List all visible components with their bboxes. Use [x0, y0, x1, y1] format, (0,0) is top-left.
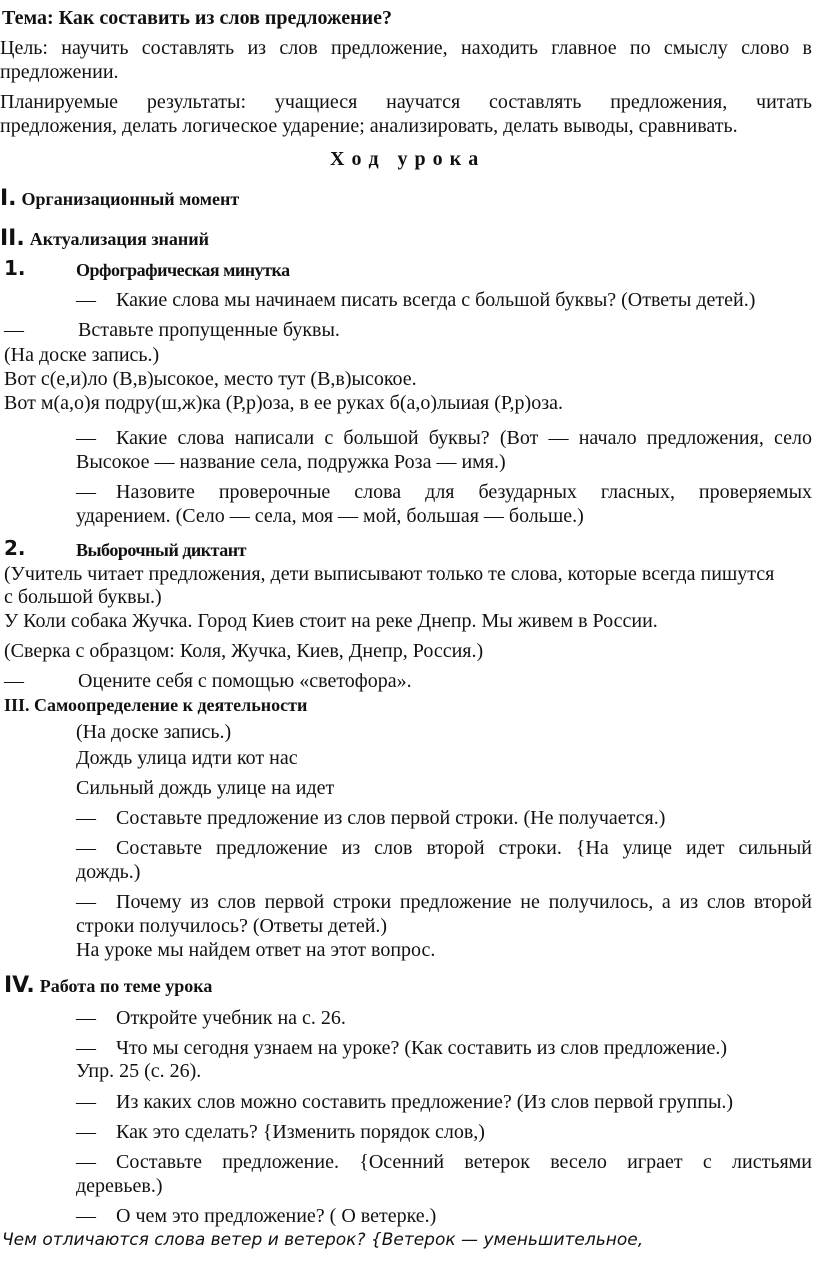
dictation-instruction-2: с большой буквы.)	[4, 586, 162, 608]
subsection-1-title: Орфографическая минутка	[76, 260, 290, 280]
section-3-closing: На уроке мы найдем ответ на этот вопрос.	[76, 939, 436, 961]
section-2-title: Актуализация знаний	[29, 229, 210, 249]
list-item: — Почему из слов первой строки предложение не получилось, а из слов второй	[76, 891, 812, 913]
results-line-1: Планируемые результаты: учащиеся научатся составлять предложения, читать	[0, 91, 812, 113]
list-item: — Как это сделать? {Изменить порядок слов,)	[76, 1121, 485, 1143]
section-1-title: Организационный момент	[21, 189, 240, 209]
goal-line-2: предложении.	[0, 61, 119, 83]
dash-marker: —	[4, 319, 24, 341]
list-item: — Что мы сегодня узнаем на уроке? (Как составить из слов предложение.)	[76, 1037, 728, 1059]
list-item: — О чем это предложение? ( О ветерке.)	[76, 1205, 437, 1227]
exercise-line-1: Вот с(е,и)ло (В,в)ысокое, место тут (В,в)ысокое.	[4, 368, 417, 390]
italic-question: Чем отличаются слова ветер и ветерок? {Ветерок — уменьшительное,	[2, 1230, 644, 1250]
dictation-check: (Сверка с образцом: Коля, Жучка, Киев, Днепр, Россия.)	[4, 640, 484, 662]
dash-marker: —	[76, 481, 96, 503]
dash-marker: —	[76, 1121, 96, 1143]
list-item-continuation: ударением. (Село — села, моя — мой, большая — больше.)	[76, 505, 584, 527]
dash-marker: —	[76, 427, 96, 449]
goal-line-1: Цель: научить составлять из слов предложение, находить главное по смыслу слово в	[0, 37, 812, 59]
list-item: — Какие слова мы начинаем писать всегда с большой буквы? (Ответы детей.)	[76, 289, 756, 311]
section-2-numeral: II.	[0, 226, 25, 251]
subsection-2-title: Выборочный диктант	[76, 540, 246, 560]
list-item: — Вставьте пропущенные буквы.	[4, 319, 340, 341]
section-1-heading	[0, 187, 239, 211]
list-item-continuation: строки получилось? (Ответы детей.)	[76, 915, 388, 937]
section-4-title: Работа по теме урока	[39, 976, 213, 996]
subsection-2-number: 2.	[4, 536, 26, 560]
list-item-continuation: дождь.)	[76, 861, 141, 883]
dash-marker: —	[76, 807, 96, 829]
board-note: (На доске запись.)	[76, 721, 232, 743]
word-row-1: Дождь улица идти кот нас	[76, 747, 298, 769]
dash-marker: —	[76, 1205, 96, 1227]
list-item: — Откройте учебник на с. 26.	[76, 1007, 346, 1029]
dash-marker: —	[76, 1151, 96, 1173]
section-4-heading	[4, 974, 212, 998]
list-item: — Составьте предложение. {Осенний ветерок весело играет с листьями	[76, 1151, 812, 1173]
dash-marker: —	[76, 1037, 96, 1059]
dash-marker: —	[76, 837, 96, 859]
list-item: — Оцените себя с помощью «светофора».	[4, 670, 412, 692]
exercise-line-2: Вот м(а,о)я подру(ш,ж)ка (Р,р)оза, в ее руках б(а,о)лыиая (Р,р)оза.	[4, 392, 563, 414]
list-item: — Составьте предложение из слов второй строки. {На улице идет сильный	[76, 837, 812, 859]
list-item-continuation: Высокое — название села, подружка Роза — имя.)	[76, 451, 506, 473]
dash-marker: —	[4, 670, 24, 692]
list-item-continuation: деревьев.)	[76, 1175, 163, 1197]
results-line-2: предложения, делать логическое ударение; анализировать, делать выводы, сравнивать.	[0, 115, 738, 137]
dash-marker: —	[76, 891, 96, 913]
section-2-heading	[0, 227, 209, 251]
list-item: — Из каких слов можно составить предложение? (Из слов первой группы.)	[76, 1091, 734, 1113]
dictation-sentences: У Коли собака Жучка. Город Киев стоит на реке Днепр. Мы живем в России.	[4, 610, 658, 632]
exercise-reference: Упр. 25 (с. 26).	[76, 1060, 202, 1082]
board-note: (На доске запись.)	[4, 344, 160, 366]
list-item: — Какие слова написали с большой буквы? (Вот — начало предложения, село	[76, 427, 812, 449]
subsection-1-number: 1.	[4, 256, 26, 280]
section-1-numeral: I.	[0, 186, 17, 211]
word-row-2: Сильный дождь улице на идет	[76, 777, 335, 799]
list-item: — Назовите проверочные слова для безударных гласных, проверяемых	[76, 481, 812, 503]
dash-marker: —	[76, 1091, 96, 1113]
list-item: — Составьте предложение из слов первой строки. (Не получается.)	[76, 807, 666, 829]
dash-marker: —	[76, 1007, 96, 1029]
dictation-instruction-1: (Учитель читает предложения, дети выписывают только те слова, которые всегда пишутся	[4, 563, 775, 585]
lesson-flow-heading: Х о д у р о к а	[330, 148, 480, 170]
topic-heading: Тема: Как составить из слов предложение?	[2, 7, 393, 29]
section-3-heading: III. Самоопределение к деятельности	[4, 695, 308, 715]
section-4-numeral: IV.	[4, 973, 35, 998]
dash-marker: —	[76, 289, 96, 311]
